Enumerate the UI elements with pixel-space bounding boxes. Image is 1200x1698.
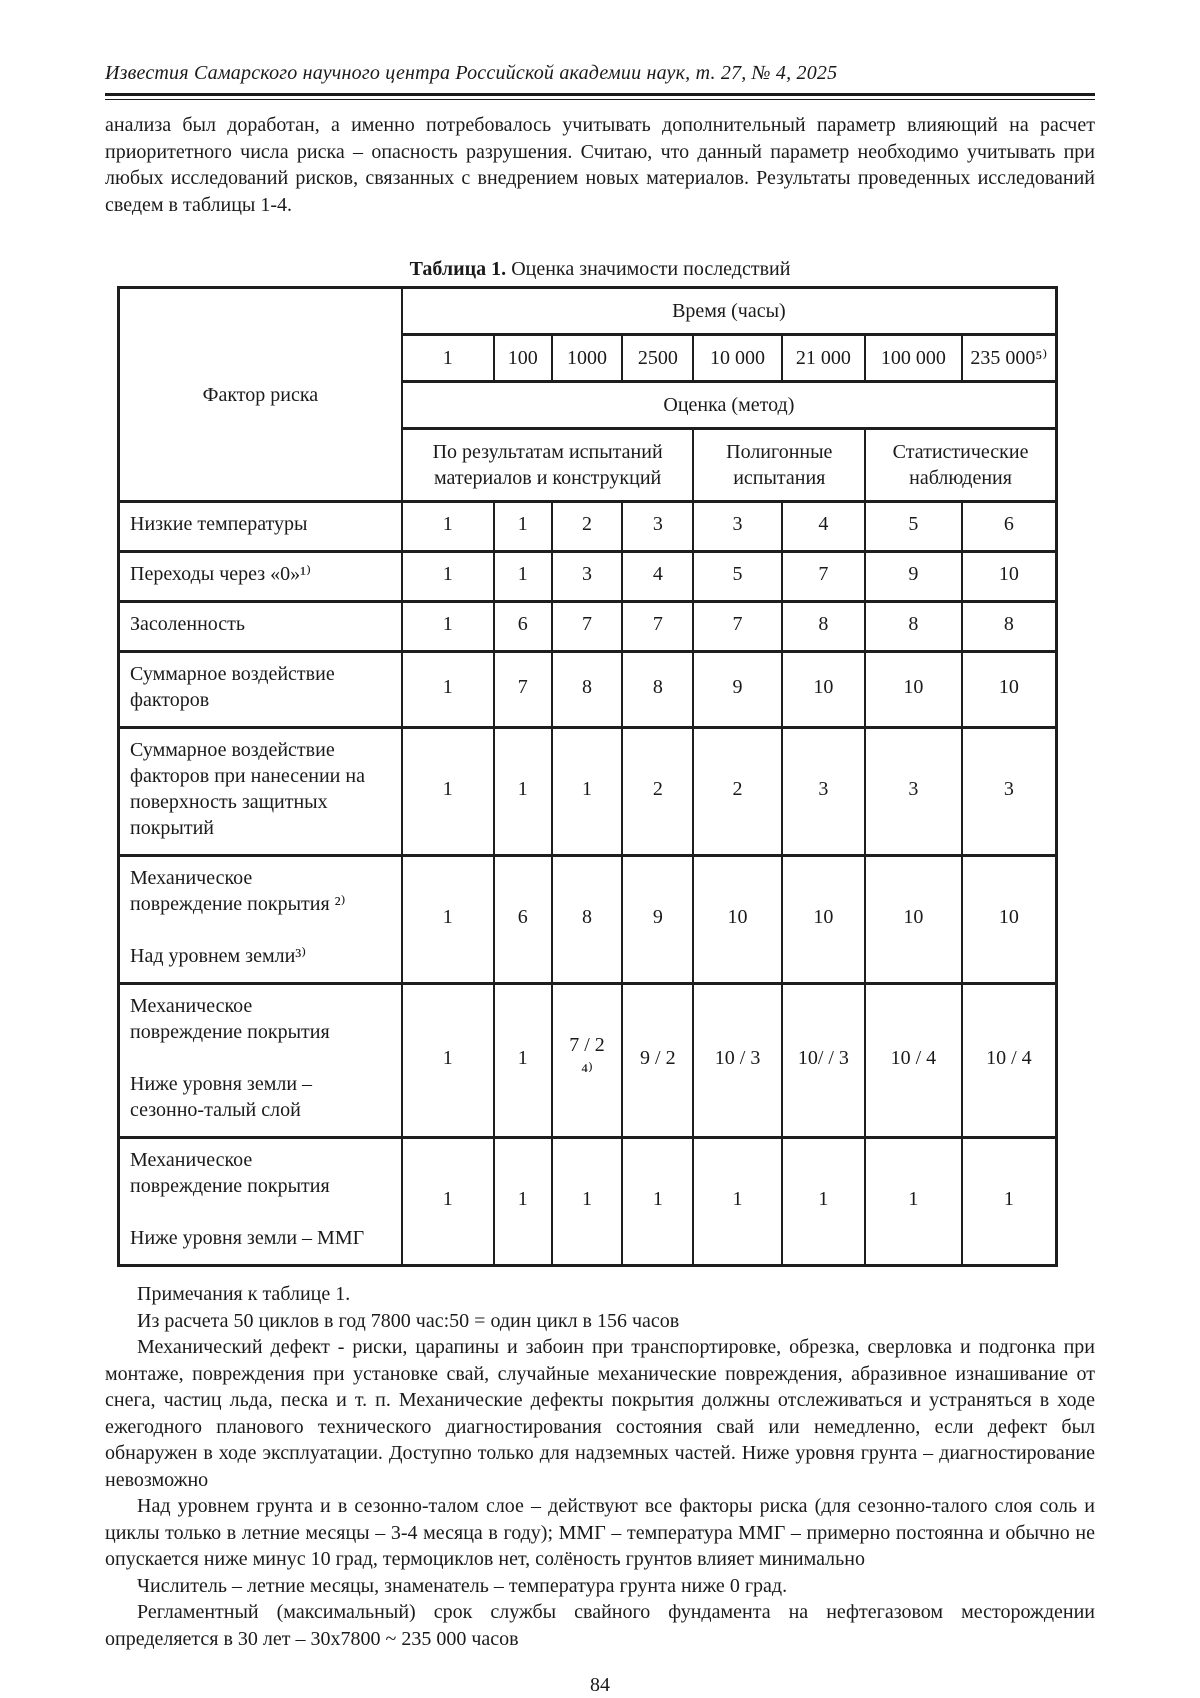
value-cell: 2: [622, 728, 693, 856]
value-cell: 1: [402, 1138, 494, 1266]
table-row: [119, 984, 1057, 1138]
value-cell: 10: [782, 652, 865, 728]
table-row: [119, 728, 1057, 856]
factor-cell: Засоленность: [119, 602, 402, 652]
page-number: 84: [590, 1674, 610, 1696]
value-cell: 1: [865, 1138, 962, 1266]
value-cell: 1: [622, 1138, 693, 1266]
header-rule: [105, 93, 1095, 100]
factor-cell: Суммарное воздействие факторов: [119, 652, 402, 728]
value-cell: 6: [494, 856, 552, 984]
value-cell: 1: [402, 728, 494, 856]
header-row-time-title: [119, 288, 1057, 335]
time-value-header-cell: 1000: [552, 335, 622, 382]
value-cell: 1: [552, 728, 622, 856]
value-cell: 1: [494, 1138, 552, 1266]
value-cell: 1: [494, 984, 552, 1138]
method-title-cell: Оценка (метод): [402, 382, 1057, 429]
table-notes: [105, 1281, 1095, 1652]
factor-header-cell: Фактор риска: [119, 288, 402, 502]
table-row: [119, 602, 1057, 652]
factor-cell: Суммарное воздействие факторов при нанесении на поверхность защитных покрытий: [119, 728, 402, 856]
value-cell: 8: [552, 652, 622, 728]
value-cell: 1: [494, 728, 552, 856]
factor-cell: Механическое повреждение покрытия Ниже уровня земли – сезонно-талый слой: [119, 984, 402, 1138]
value-cell: 9: [693, 652, 781, 728]
running-header: [105, 60, 1095, 100]
value-cell: 7: [622, 602, 693, 652]
value-cell: 1: [402, 856, 494, 984]
journal-title: Известия Самарского научного центра Российской академии наук, т. 27, № 4, 2025: [105, 62, 838, 84]
value-cell: 1: [402, 984, 494, 1138]
value-cell: 10: [865, 652, 962, 728]
value-cell: 5: [865, 502, 962, 552]
time-value-header-cell: 2500: [622, 335, 693, 382]
value-cell: 7: [494, 652, 552, 728]
note-paragraph: Механический дефект - риски, царапины и забоин при транспортировке, обрезка, сверловка и подгонка при монтаже, повреждения при установке свай, случайные механические повреждения, абразивное изнашивание от снега, частиц льда, песка и т. п. Механические дефекты покрытия должны отслеживаться и устраняться в ходе ежегодного планового технического диагностирования состояния свай или немедленно, если дефект был обнаружен в ходе эксплуатации. Доступно только для надземных частей. Ниже уровня грунта – диагностирование невозможно: [105, 1336, 1095, 1491]
method-group-header-cell: По результатам испытаний материалов и конструкций: [402, 429, 694, 502]
time-value-header-cell: 100 000: [865, 335, 962, 382]
note-paragraph: Числитель – летние месяцы, знаменатель – температура грунта ниже 0 град.: [137, 1574, 788, 1597]
note-paragraph: Над уровнем грунта и в сезонно-талом слое – действуют все факторы риска (для сезонно-талого слоя соль и циклы только в летние месяцы – 3-4 месяца в году); ММГ – температура ММГ – примерно постоянна и обычно не опускается ниже минус 10 град, термоциклов нет, солёность грунтов влияет минимально: [105, 1495, 1095, 1570]
value-cell: 3: [693, 502, 781, 552]
value-cell: 10 / 4: [865, 984, 962, 1138]
value-cell: 6: [494, 602, 552, 652]
value-cell: 1: [494, 502, 552, 552]
value-cell: 9: [865, 552, 962, 602]
value-cell: 1: [693, 1138, 781, 1266]
value-cell: 8: [865, 602, 962, 652]
value-cell: 3: [865, 728, 962, 856]
factor-cell: Низкие температуры: [119, 502, 402, 552]
table-row: [119, 502, 1057, 552]
value-cell: 10: [962, 856, 1057, 984]
value-cell: 8: [622, 652, 693, 728]
time-value-header-cell: 10 000: [693, 335, 781, 382]
factor-cell: Переходы через «0»¹⁾: [119, 552, 402, 602]
note-paragraph: Примечания к таблице 1.: [137, 1283, 351, 1305]
value-cell: 3: [622, 502, 693, 552]
value-cell: 1: [962, 1138, 1057, 1266]
value-cell: 1: [782, 1138, 865, 1266]
value-cell: 7: [693, 602, 781, 652]
value-cell: 8: [552, 856, 622, 984]
value-cell: 5: [693, 552, 781, 602]
value-cell: 1: [402, 602, 494, 652]
method-group-header-cell: Статистические наблюдения: [865, 429, 1056, 502]
value-cell: 2: [552, 502, 622, 552]
value-cell: 3: [782, 728, 865, 856]
value-cell: 1: [552, 1138, 622, 1266]
time-value-header-cell: 1: [402, 335, 494, 382]
table-caption-text: Оценка значимости последствий: [506, 258, 791, 280]
value-cell: 7: [782, 552, 865, 602]
value-cell: 10: [782, 856, 865, 984]
value-cell: 10 / 4: [962, 984, 1057, 1138]
value-cell: 8: [782, 602, 865, 652]
factor-cell: Механическое повреждение покрытия ²⁾ Над уровнем земли³⁾: [119, 856, 402, 984]
value-cell: 9: [622, 856, 693, 984]
value-cell: 3: [552, 552, 622, 602]
value-cell: 3: [962, 728, 1057, 856]
value-cell: 9 / 2: [622, 984, 693, 1138]
value-cell: 1: [494, 552, 552, 602]
value-cell: 4: [782, 502, 865, 552]
time-value-header-cell: 21 000: [782, 335, 865, 382]
time-title-cell: Время (часы): [402, 288, 1057, 335]
table-row: [119, 652, 1057, 728]
value-cell: 10 / 3: [693, 984, 781, 1138]
value-cell: 6: [962, 502, 1057, 552]
time-value-header-cell: 100: [494, 335, 552, 382]
table-row: [119, 856, 1057, 984]
value-cell: 4: [622, 552, 693, 602]
factor-cell: Механическое повреждение покрытия Ниже уровня земли – ММГ: [119, 1138, 402, 1266]
method-group-header-cell: Полигонные испытания: [693, 429, 865, 502]
value-cell: 2: [693, 728, 781, 856]
intro-paragraph: анализа был доработан, а именно потребовалось учитывать дополнительный параметр влияющий на расчет приоритетного числа риска – опасность разрушения. Считаю, что данный параметр необходимо учитывать при любых исследований рисков, связанных с внедрением новых материалов. Результаты проведенных исследований сведем в таблицы 1-4.: [105, 114, 1095, 216]
value-cell: 10: [693, 856, 781, 984]
table-row: [119, 1138, 1057, 1266]
table-caption: [105, 256, 1095, 282]
value-cell: 10/ / 3: [782, 984, 865, 1138]
note-paragraph: Из расчета 50 циклов в год 7800 час:50 = один цикл в 156 часов: [137, 1309, 680, 1332]
time-value-header-cell: 235 000⁵⁾: [962, 335, 1057, 382]
value-cell: 10: [865, 856, 962, 984]
risk-assessment-table: [117, 286, 1058, 1267]
value-cell: 7 / 2 ⁴⁾: [552, 984, 622, 1138]
note-paragraph: Регламентный (максимальный) срок службы свайного фундамента на нефтегазовом месторождении определяется в 30 лет – 30х7800 ~ 235 000 часов: [105, 1601, 1095, 1650]
value-cell: 10: [962, 552, 1057, 602]
value-cell: 1: [402, 652, 494, 728]
value-cell: 1: [402, 552, 494, 602]
value-cell: 1: [402, 502, 494, 552]
value-cell: 10: [962, 652, 1057, 728]
value-cell: 7: [552, 602, 622, 652]
table-caption-label: Таблица 1.: [409, 258, 507, 280]
table-row: [119, 552, 1057, 602]
value-cell: 8: [962, 602, 1057, 652]
